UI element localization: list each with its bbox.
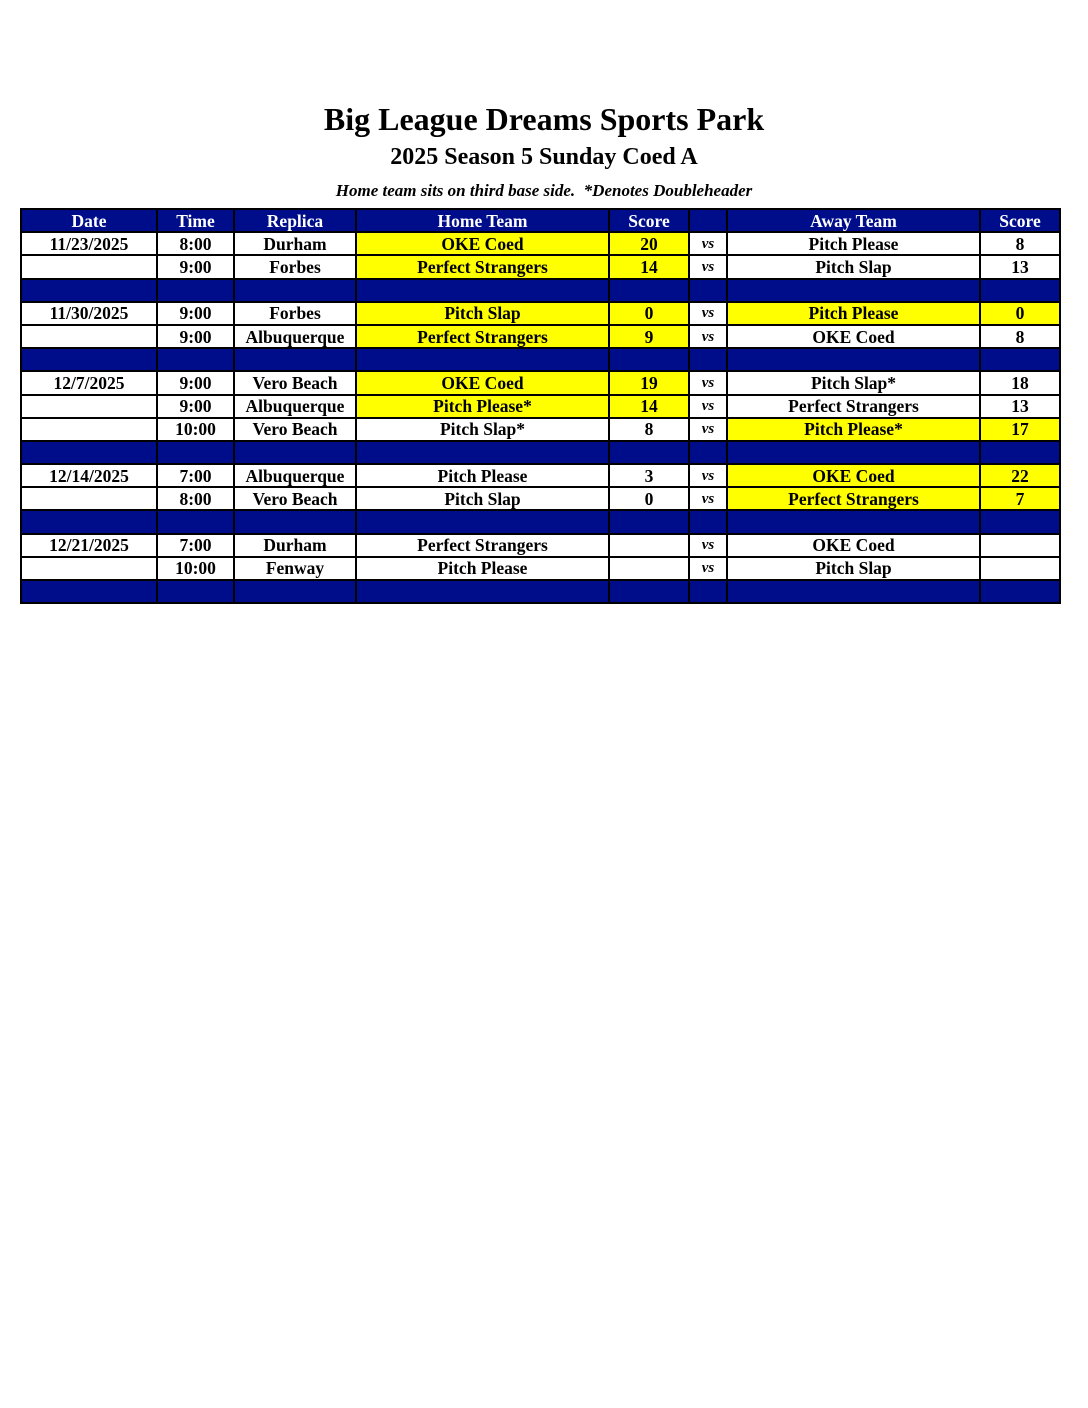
vs-cell: vs: [689, 232, 727, 255]
separator-cell: [609, 441, 689, 464]
home-team-cell: Pitch Slap: [356, 302, 609, 325]
separator-cell: [157, 441, 234, 464]
separator-cell: [609, 348, 689, 371]
date-cell: 12/14/2025: [21, 464, 157, 487]
vs-cell: vs: [689, 395, 727, 418]
date-cell: 11/30/2025: [21, 302, 157, 325]
separator-cell: [980, 348, 1060, 371]
date-cell: [21, 255, 157, 278]
away-score-cell: 8: [980, 325, 1060, 348]
vs-cell: vs: [689, 487, 727, 510]
away-team-cell: Perfect Strangers: [727, 487, 980, 510]
replica-cell: Vero Beach: [234, 487, 356, 510]
home-team-cell: Pitch Slap: [356, 487, 609, 510]
home-team-cell: Pitch Please: [356, 464, 609, 487]
game-row: [21, 325, 1060, 348]
replica-cell: Albuquerque: [234, 464, 356, 487]
away-score-cell: 7: [980, 487, 1060, 510]
replica-cell: Durham: [234, 232, 356, 255]
home-score-cell: 8: [609, 418, 689, 441]
game-row: [21, 418, 1060, 441]
separator-cell: [727, 279, 980, 302]
separator-cell: [234, 441, 356, 464]
date-cell: [21, 395, 157, 418]
time-cell: 9:00: [157, 302, 234, 325]
home-team-cell: Pitch Slap*: [356, 418, 609, 441]
separator-cell: [21, 580, 157, 603]
away-team-cell: Pitch Please: [727, 232, 980, 255]
replica-cell: Forbes: [234, 302, 356, 325]
home-score-cell: 0: [609, 487, 689, 510]
time-cell: 9:00: [157, 255, 234, 278]
home-score-cell: 14: [609, 395, 689, 418]
separator-cell: [234, 279, 356, 302]
separator-cell: [356, 279, 609, 302]
separator-cell: [689, 580, 727, 603]
separator-row: [21, 348, 1060, 371]
away-team-cell: Pitch Please*: [727, 418, 980, 441]
separator-cell: [980, 441, 1060, 464]
time-cell: 8:00: [157, 487, 234, 510]
separator-cell: [157, 279, 234, 302]
separator-cell: [980, 279, 1060, 302]
separator-cell: [21, 279, 157, 302]
separator-cell: [234, 510, 356, 533]
home-team-cell: OKE Coed: [356, 232, 609, 255]
separator-cell: [727, 580, 980, 603]
time-cell: 10:00: [157, 557, 234, 580]
page-title: Big League Dreams Sports Park: [323, 101, 765, 137]
game-row: [21, 557, 1060, 580]
replica-cell: Albuquerque: [234, 395, 356, 418]
away-score-cell: 0: [980, 302, 1060, 325]
vs-cell: vs: [689, 371, 727, 394]
vs-cell: vs: [689, 325, 727, 348]
separator-cell: [980, 580, 1060, 603]
separator-cell: [609, 279, 689, 302]
column-header-time: Time: [157, 209, 234, 232]
replica-cell: Vero Beach: [234, 371, 356, 394]
column-header-vs: [689, 209, 727, 232]
column-header-home-team: Home Team: [356, 209, 609, 232]
game-row: [21, 232, 1060, 255]
time-cell: 7:00: [157, 534, 234, 557]
date-cell: [21, 418, 157, 441]
separator-cell: [356, 580, 609, 603]
column-header-replica: Replica: [234, 209, 356, 232]
date-cell: [21, 325, 157, 348]
separator-cell: [689, 279, 727, 302]
time-cell: 9:00: [157, 371, 234, 394]
home-score-cell: 0: [609, 302, 689, 325]
home-team-cell: OKE Coed: [356, 371, 609, 394]
vs-cell: vs: [689, 557, 727, 580]
replica-cell: Albuquerque: [234, 325, 356, 348]
separator-cell: [356, 510, 609, 533]
game-row: [21, 395, 1060, 418]
separator-row: [21, 441, 1060, 464]
vs-cell: vs: [689, 418, 727, 441]
separator-cell: [689, 441, 727, 464]
separator-cell: [234, 348, 356, 371]
separator-cell: [157, 348, 234, 371]
away-score-cell: [980, 557, 1060, 580]
home-score-cell: 3: [609, 464, 689, 487]
away-score-cell: 18: [980, 371, 1060, 394]
date-cell: 12/7/2025: [21, 371, 157, 394]
separator-cell: [727, 441, 980, 464]
home-score-cell: 19: [609, 371, 689, 394]
separator-cell: [356, 441, 609, 464]
replica-cell: Vero Beach: [234, 418, 356, 441]
away-team-cell: Pitch Slap: [727, 255, 980, 278]
game-row: [21, 464, 1060, 487]
replica-cell: Durham: [234, 534, 356, 557]
away-team-cell: Pitch Slap: [727, 557, 980, 580]
replica-cell: Fenway: [234, 557, 356, 580]
away-score-cell: 17: [980, 418, 1060, 441]
season-subtitle: 2025 Season 5 Sunday Coed A: [390, 144, 698, 170]
column-header-away-score: Score: [980, 209, 1060, 232]
separator-cell: [356, 348, 609, 371]
game-row: [21, 255, 1060, 278]
vs-cell: vs: [689, 464, 727, 487]
game-row: [21, 302, 1060, 325]
separator-row: [21, 510, 1060, 533]
replica-cell: Forbes: [234, 255, 356, 278]
separator-cell: [609, 510, 689, 533]
away-team-cell: OKE Coed: [727, 325, 980, 348]
game-row: [21, 487, 1060, 510]
column-header-home-score: Score: [609, 209, 689, 232]
home-team-cell: Perfect Strangers: [356, 255, 609, 278]
date-cell: 12/21/2025: [21, 534, 157, 557]
away-score-cell: 13: [980, 395, 1060, 418]
separator-cell: [689, 348, 727, 371]
time-cell: 8:00: [157, 232, 234, 255]
separator-cell: [609, 580, 689, 603]
away-team-cell: Pitch Slap*: [727, 371, 980, 394]
schedule-note: Home team sits on third base side. *Denotes Doubleheader: [335, 181, 753, 200]
date-cell: [21, 487, 157, 510]
game-row: [21, 371, 1060, 394]
away-score-cell: 8: [980, 232, 1060, 255]
away-team-cell: Pitch Please: [727, 302, 980, 325]
separator-cell: [21, 510, 157, 533]
date-cell: 11/23/2025: [21, 232, 157, 255]
away-score-cell: 22: [980, 464, 1060, 487]
vs-cell: vs: [689, 534, 727, 557]
schedule-table: [20, 208, 1061, 604]
separator-cell: [689, 510, 727, 533]
away-team-cell: OKE Coed: [727, 464, 980, 487]
date-cell: [21, 557, 157, 580]
separator-cell: [157, 580, 234, 603]
home-score-cell: [609, 534, 689, 557]
home-score-cell: [609, 557, 689, 580]
time-cell: 7:00: [157, 464, 234, 487]
away-team-cell: OKE Coed: [727, 534, 980, 557]
home-score-cell: 14: [609, 255, 689, 278]
separator-cell: [727, 510, 980, 533]
separator-cell: [21, 348, 157, 371]
home-team-cell: Pitch Please: [356, 557, 609, 580]
home-team-cell: Perfect Strangers: [356, 325, 609, 348]
home-score-cell: 9: [609, 325, 689, 348]
away-team-cell: Perfect Strangers: [727, 395, 980, 418]
time-cell: 10:00: [157, 418, 234, 441]
separator-cell: [980, 510, 1060, 533]
separator-cell: [157, 510, 234, 533]
game-row: [21, 534, 1060, 557]
time-cell: 9:00: [157, 395, 234, 418]
vs-cell: vs: [689, 255, 727, 278]
home-team-cell: Pitch Please*: [356, 395, 609, 418]
separator-cell: [234, 580, 356, 603]
home-score-cell: 20: [609, 232, 689, 255]
away-score-cell: [980, 534, 1060, 557]
separator-cell: [21, 441, 157, 464]
away-score-cell: 13: [980, 255, 1060, 278]
column-header-date: Date: [21, 209, 157, 232]
home-team-cell: Perfect Strangers: [356, 534, 609, 557]
column-header-away-team: Away Team: [727, 209, 980, 232]
header-row: [21, 209, 1060, 232]
time-cell: 9:00: [157, 325, 234, 348]
schedule-body: [21, 232, 1060, 603]
separator-row: [21, 580, 1060, 603]
vs-cell: vs: [689, 302, 727, 325]
separator-row: [21, 279, 1060, 302]
separator-cell: [727, 348, 980, 371]
